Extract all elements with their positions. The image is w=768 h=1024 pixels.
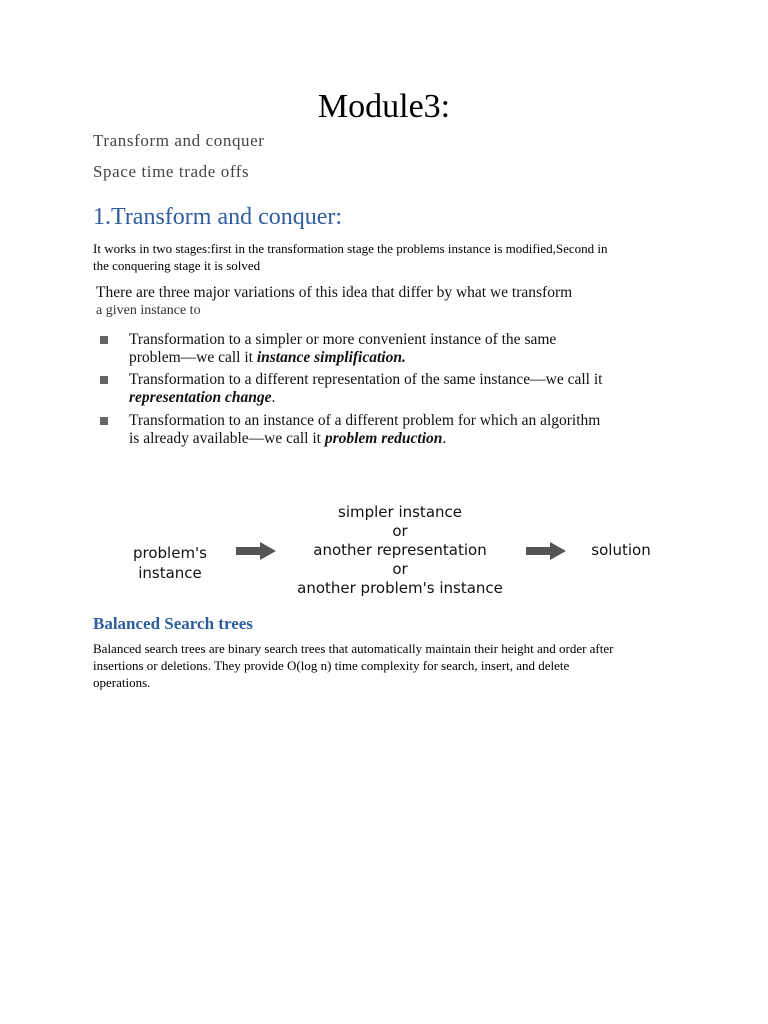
toc-item-space-time: Space time trade offs (93, 162, 250, 181)
diagram-mid-label: or (392, 560, 408, 578)
bullet-text: Transformation to a simpler or more convenient instance of the same (129, 331, 557, 348)
toc-item-transform: Transform and conquer (93, 131, 265, 150)
section-heading-balanced: Balanced Search trees (93, 614, 253, 633)
bullet-icon (100, 417, 108, 425)
excerpt-intro-line: a given instance to (96, 303, 201, 318)
paragraph-line: It works in two stages:first in the transformation stage the problems instance is modified,Second in (93, 241, 608, 256)
arrow-right-icon (526, 542, 566, 560)
transform-diagram (110, 496, 670, 606)
bullet-text: Transformation to a different representation of the same instance—we call it (129, 371, 603, 388)
term-emphasis: representation change (129, 389, 272, 406)
bullet-text (129, 349, 406, 367)
paragraph-line: Balanced search trees are binary search trees that automatically maintain their height and order after (93, 641, 614, 656)
page-title: Module3: (317, 88, 451, 125)
diagram-mid-label: simpler instance (338, 503, 462, 521)
bullet-text-plain: problem—we call it (129, 349, 257, 366)
section-paragraph-balanced (93, 640, 673, 691)
section-heading-transform: 1.Transform and conquer: (93, 204, 343, 230)
diagram-mid-label: another problem's instance (297, 579, 503, 597)
bullet-icon (100, 336, 108, 344)
term-emphasis: problem reduction (324, 430, 443, 447)
paragraph-line: operations. (93, 675, 151, 690)
paragraph-line: the conquering stage it is solved (93, 258, 261, 273)
diagram-left-label: problem's (132, 544, 208, 562)
scanned-excerpt (96, 280, 671, 450)
diagram-left-label: instance (138, 564, 202, 582)
diagram-mid-label: another representation (313, 541, 487, 559)
bullet-text (129, 389, 275, 407)
section-paragraph-transform (93, 240, 673, 274)
bullet-text (129, 430, 446, 448)
bullet-icon (100, 376, 108, 384)
bullet-text-plain: is already available—we call it (129, 430, 325, 447)
arrow-right-icon (236, 542, 276, 560)
excerpt-intro-line: There are three major variations of this idea that differ by what we transform (96, 284, 573, 301)
bullet-text-plain: . (442, 430, 447, 447)
bullet-text: Transformation to an instance of a different problem for which an algorithm (129, 412, 601, 429)
diagram-mid-label: or (392, 522, 408, 540)
paragraph-line: insertions or deletions. They provide O(log n) time complexity for search, insert, and delete (93, 658, 570, 673)
diagram-right-label: solution (591, 541, 651, 559)
term-emphasis: instance simplification. (256, 349, 406, 366)
bullet-text-plain: . (271, 389, 276, 406)
